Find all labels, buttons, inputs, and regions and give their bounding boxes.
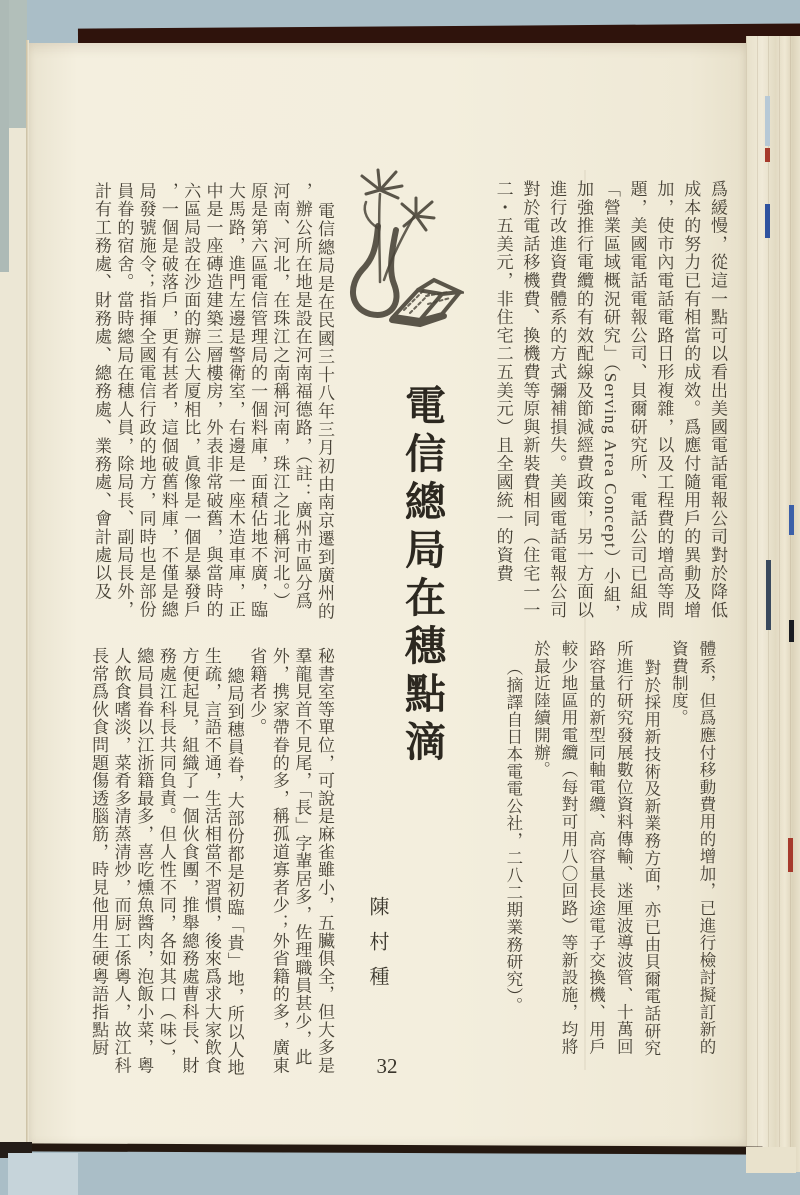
canton-article-top-block: 電信總局是在民國三十八年三月初由南京遷到廣州的，辦公所在地是設在河南福德路，（註：廣州市區分爲河南、河北，在珠江之南稱河南，珠江之北稱河北。）原是第六區電信管理局的一個料庫，面積佔地不廣，臨大馬路，進門左邊是警衛室，右邊是一座木造車庫，正中是一座磚造建築三層樓房，外表非常破舊，與當時的六區局設在沙面的辦公大厦相比，眞像是一個是暴發戶，一個是破落戶，更有甚者，這個破舊料庫，不僅是總局發號施令；指揮全國電信行政的地方，同時也是部份員眷的宿舍。當時總局在穗人員，除局長、副局長外，計有工務處、財務處、總務處、業務處、會計處以及 [92,182,334,621]
page-edge-stripe [789,505,794,535]
article-author: 陳村種 [366,896,388,1001]
bottom-left-page-tab [8,1153,78,1195]
page-edge-stripe [788,838,793,872]
previous-page-edge-shadow-2 [0,0,9,272]
us-article-top-block: 爲緩慢，從這一點可以看出美國電話電報公司對於降低成本的努力已有相當的成效。爲應付隨用戶的異動及增加，使市內電話電路日形複雜，以及工程費的增高等問題，美國電話電報公司、貝爾研究所、電話公司已組成「營業區域概況研究」（Serving Area Concept）小組，加強推行電纜的有效配線及節減經費政策，另一方面以進行改進資費體系的方式彌補損失。美國電話電報公司對於電話移機費、換機費等原與新裝費相同（住宅一一二・五美元，非住宅二五美元）且全國統一的資費 [493,180,727,623]
canton-article-bottom-block: 秘書室等單位，可說是麻雀雖小，五臟俱全，但大多是羣龍見首不見尾，「長」字輩居多，佐理職員甚少，此外，携家帶眷的多，稱孤道寡者少；外省籍的多，廣東省籍者少。 總局到穗員眷，大部份都是初臨「貴」地，所以人地生疏，言語不通，生活相當不習慣，後來爲求大家飲食方便起見，組織了一個伙食團，推舉總務處曹科長、財務處江科長共同負責。但人性不同，各如其口（味），總局員眷以江浙籍最多，喜吃燻魚醬肉，泡飯小菜，粵人飲食嗜淡，菜肴多清蒸清炒，而厨工係粵人，故江科長常爲伙食問題傷透腦筋，時見他用生硬粵語指點厨 [89,647,334,1076]
page-edge-stripe [765,204,770,238]
flower-vase-and-open-book-illustration [322,164,464,328]
page-fold-seam [26,40,29,1150]
stacked-page-edges [746,36,800,1172]
article-title: 電信總局在穗點滴 [399,384,445,768]
open-book [392,280,460,324]
flower-blossom-2 [402,198,434,230]
page-edge-stripe [766,560,771,630]
page-number: 32 [376,1054,398,1078]
bottom-right-page-edge [746,1147,796,1173]
page-edge-stripe [789,620,794,642]
vase [353,226,397,315]
page-edge-stripe [765,148,770,162]
flower-blossom-1 [362,170,402,198]
us-article-bottom-block: 體系，但爲應付移動費用的增加，已進行檢討擬訂新的資費制度。 對於採用新技術及新業務方面，亦已由貝爾電話研究所進行研究發展數位資料傳輸、迷厘波導波管、十萬回路容量的新型同軸電纜、高容量長途電子交換機、用戶較少地區用電纜（每對可用八〇回路）等新設施，均將於最近陸續開辦。 （摘譯自日本電電公社，二八二期業務研究）。 [503,640,716,1057]
page-edge-stripe [765,96,770,146]
